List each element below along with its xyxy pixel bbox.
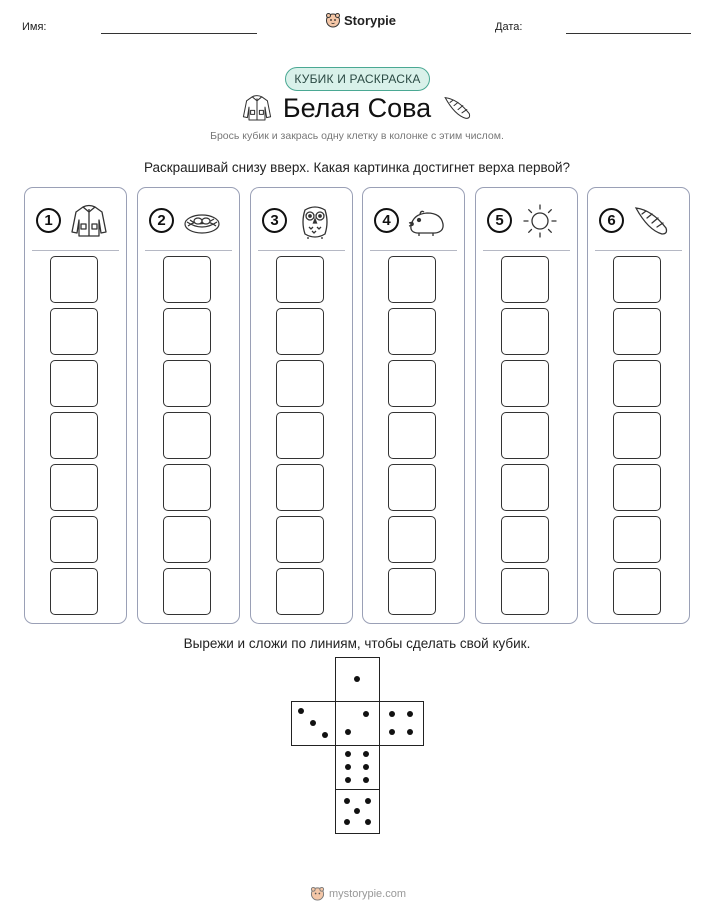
die-face-1 xyxy=(335,657,380,702)
dice-column-5 xyxy=(475,187,578,624)
nest-icon xyxy=(182,202,222,240)
die-pip xyxy=(389,729,395,735)
cut-instruction: Вырежи и сложи по линиям, чтобы сделать свой кубик. xyxy=(183,636,531,651)
column-header xyxy=(25,202,126,242)
column-number: 3 xyxy=(262,208,287,233)
coloring-cell[interactable] xyxy=(501,308,549,355)
column-header xyxy=(251,202,352,242)
coloring-cell[interactable] xyxy=(501,412,549,459)
die-pip xyxy=(298,708,304,714)
die-pip xyxy=(345,729,351,735)
coloring-cell[interactable] xyxy=(163,308,211,355)
coloring-cell[interactable] xyxy=(163,516,211,563)
coloring-cell[interactable] xyxy=(276,412,324,459)
column-divider xyxy=(370,250,457,251)
die-pip xyxy=(345,764,351,770)
die-pip xyxy=(389,711,395,717)
coloring-cell[interactable] xyxy=(501,568,549,615)
die-face-3 xyxy=(291,701,336,746)
coloring-cell[interactable] xyxy=(388,256,436,303)
die-face-4 xyxy=(379,701,424,746)
coloring-cell[interactable] xyxy=(163,568,211,615)
die-pip xyxy=(354,676,360,682)
coloring-cell[interactable] xyxy=(388,516,436,563)
die-face-5 xyxy=(335,789,380,834)
coloring-cell[interactable] xyxy=(163,464,211,511)
coloring-cell[interactable] xyxy=(613,308,661,355)
coloring-cell[interactable] xyxy=(613,412,661,459)
column-header xyxy=(138,202,239,242)
coloring-cell[interactable] xyxy=(388,464,436,511)
coloring-cell[interactable] xyxy=(276,568,324,615)
die-pip xyxy=(354,808,360,814)
coloring-cell[interactable] xyxy=(276,256,324,303)
column-number: 6 xyxy=(599,208,624,233)
dice-column-1 xyxy=(24,187,127,624)
coloring-cell[interactable] xyxy=(388,568,436,615)
coloring-cell[interactable] xyxy=(613,256,661,303)
column-number: 1 xyxy=(36,208,61,233)
die-pip xyxy=(344,798,350,804)
coloring-cell[interactable] xyxy=(163,360,211,407)
dice-column-6 xyxy=(587,187,690,624)
jacket-icon xyxy=(69,202,109,240)
coloring-cell[interactable] xyxy=(50,568,98,615)
die-pip xyxy=(365,819,371,825)
coloring-cell[interactable] xyxy=(163,412,211,459)
name-line[interactable] xyxy=(101,33,257,34)
coloring-cell[interactable] xyxy=(50,464,98,511)
coloring-cell[interactable] xyxy=(501,516,549,563)
coloring-cell[interactable] xyxy=(276,516,324,563)
coloring-cell[interactable] xyxy=(501,360,549,407)
date-label: Дата: xyxy=(495,21,523,33)
column-header xyxy=(588,202,689,242)
coloring-cell[interactable] xyxy=(50,256,98,303)
die-pip xyxy=(345,751,351,757)
column-header xyxy=(363,202,464,242)
coloring-cell[interactable] xyxy=(276,360,324,407)
column-divider xyxy=(258,250,345,251)
storypie-logo xyxy=(325,12,396,28)
coloring-cell[interactable] xyxy=(388,412,436,459)
column-number: 5 xyxy=(487,208,512,233)
coloring-cell[interactable] xyxy=(276,464,324,511)
dice-column-3 xyxy=(250,187,353,624)
column-divider xyxy=(483,250,570,251)
coloring-cell[interactable] xyxy=(388,308,436,355)
die-pip xyxy=(345,777,351,783)
column-divider xyxy=(32,250,119,251)
die-face-2 xyxy=(335,701,380,746)
column-divider xyxy=(145,250,232,251)
coloring-cell[interactable] xyxy=(276,308,324,355)
dice-column-4 xyxy=(362,187,465,624)
coloring-cell[interactable] xyxy=(50,360,98,407)
footer-url[interactable]: mystorypie.com xyxy=(329,887,407,900)
coloring-cell[interactable] xyxy=(50,308,98,355)
wing-icon xyxy=(632,202,672,240)
name-label: Имя: xyxy=(22,21,47,33)
owl-icon xyxy=(295,202,335,240)
coloring-cell[interactable] xyxy=(163,256,211,303)
sun-icon xyxy=(520,202,560,240)
column-number: 2 xyxy=(149,208,174,233)
coloring-cell[interactable] xyxy=(613,568,661,615)
page-title: Белая Сова xyxy=(282,93,432,123)
column-number: 4 xyxy=(374,208,399,233)
coloring-cell[interactable] xyxy=(388,360,436,407)
die-pip xyxy=(344,819,350,825)
die-face-6 xyxy=(335,745,380,790)
brand-name: Storypie xyxy=(344,12,397,28)
footer-mascot-icon xyxy=(310,886,325,901)
die-pip xyxy=(363,777,369,783)
footer xyxy=(310,886,406,901)
date-line[interactable] xyxy=(566,33,691,34)
coloring-cell[interactable] xyxy=(613,360,661,407)
instruction-text: Раскрашивай снизу вверх. Какая картинка достигнет верха первой? xyxy=(143,160,571,175)
die-pip xyxy=(407,729,413,735)
die-pip xyxy=(407,711,413,717)
coloring-cell[interactable] xyxy=(50,516,98,563)
die-pip xyxy=(363,751,369,757)
coloring-cell[interactable] xyxy=(613,516,661,563)
coloring-cell[interactable] xyxy=(501,256,549,303)
coloring-cell[interactable] xyxy=(50,412,98,459)
activity-badge: КУБИК И РАСКРАСКА xyxy=(285,67,430,91)
subtitle: Брось кубик и закрась одну клетку в колонке с этим числом. xyxy=(210,130,504,142)
die-pip xyxy=(363,764,369,770)
coloring-cell[interactable] xyxy=(613,464,661,511)
die-pip xyxy=(365,798,371,804)
coloring-cell[interactable] xyxy=(501,464,549,511)
dice-column-2 xyxy=(137,187,240,624)
column-divider xyxy=(595,250,682,251)
die-pip xyxy=(310,720,316,726)
lemming-icon xyxy=(407,202,447,240)
mascot-icon xyxy=(325,12,341,28)
wing-icon xyxy=(442,92,474,124)
die-pip xyxy=(363,711,369,717)
die-pip xyxy=(322,732,328,738)
column-header xyxy=(476,202,577,242)
